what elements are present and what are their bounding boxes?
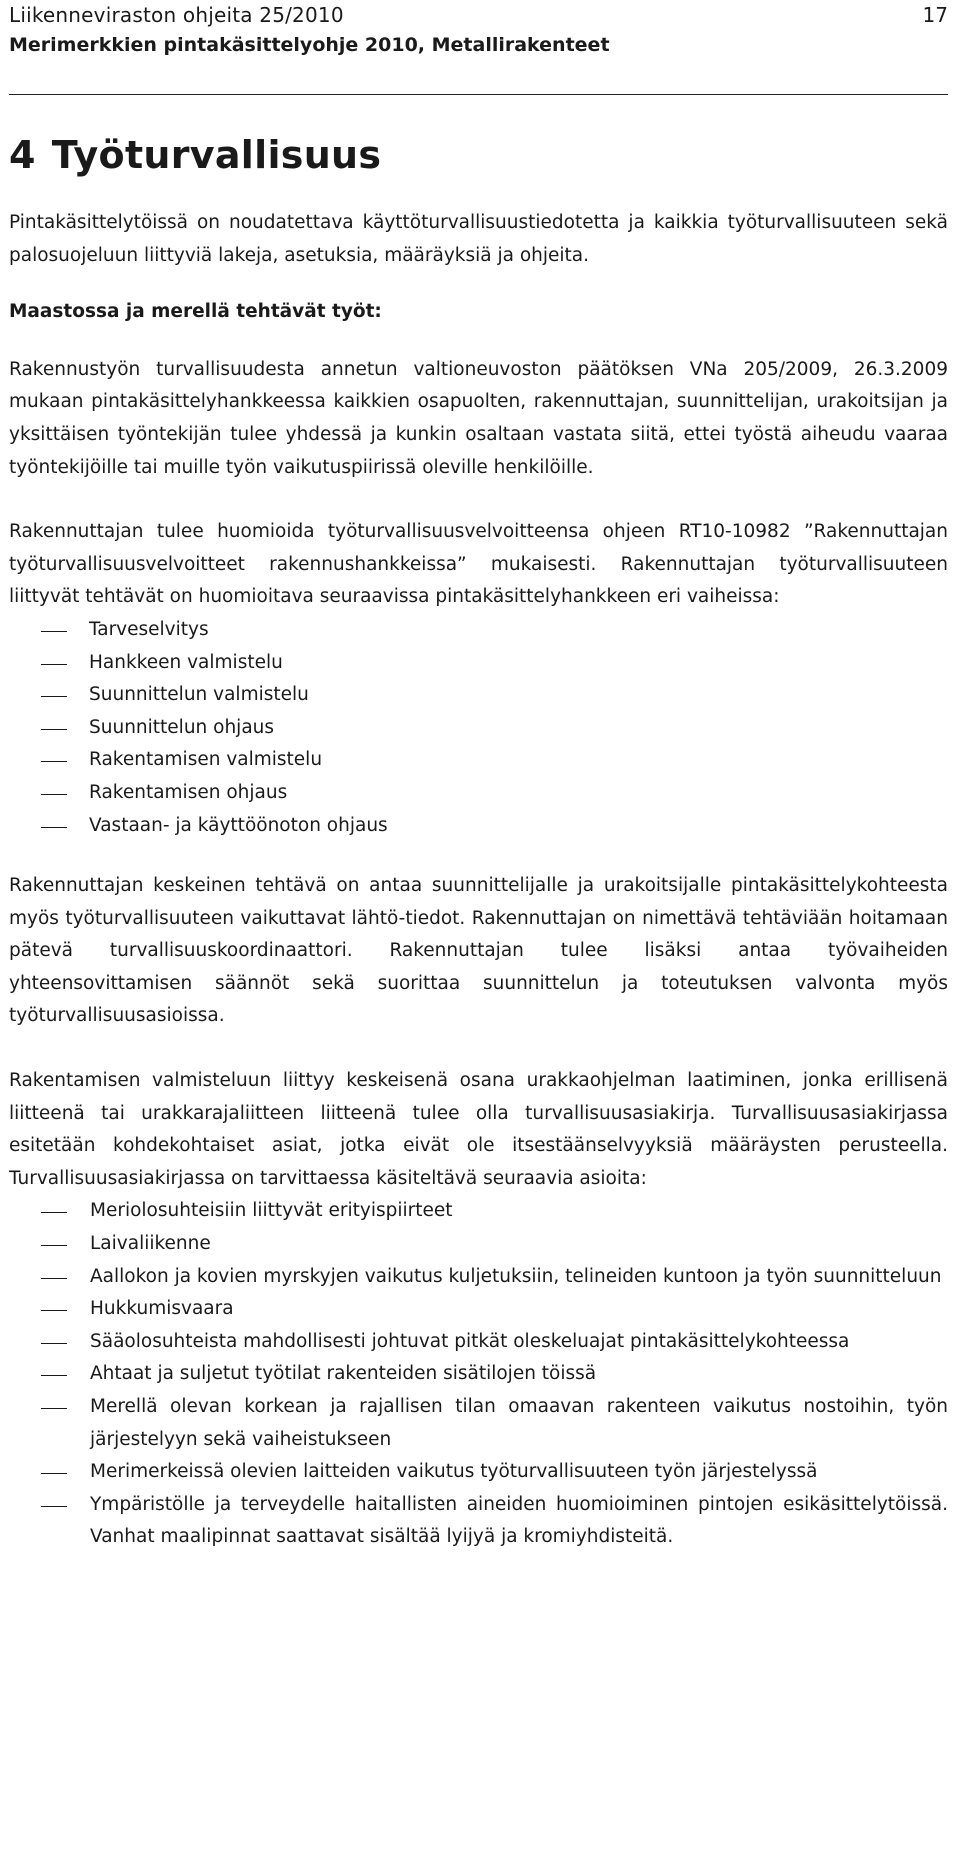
coordination-paragraph: Rakennuttajan keskeinen tehtävä on antaa suunnittelijalle ja urakoitsijalle pintakäsittelykohteesta myös työturvallisuuteen vaikuttavat lähtö-tiedot. Rakennuttajan on nimettävä tehtäviään hoitamaan pätevä turvallisuuskoordinaattori. Rakennuttajan tulee lisäksi antaa työvaiheiden yhteensovittamisen säännöt sekä suorittaa suunnittelun ja toteutuksen valvonta myös työturvallisuusasioissa. [9, 875, 948, 1027]
list-item: Hankkeen valmistelu [9, 647, 948, 680]
section-heading [9, 131, 948, 179]
safety-document-paragraph: Rakentamisen valmisteluun liittyy keskeisenä osana urakkaohjelman laatiminen, jonka erillisenä liitteenä tai urakkarajaliitteen liitteenä tulee olla turvallisuusasiakirja. Turvallisuusasiakirjassa esitetään kohdekohtaiset asiat, jotka eivät ole itsestäänselvyyksiä määräysten perusteella. Turvallisuusasiakirjassa on tarvittaessa käsiteltävä seuraavia asioita: [9, 1070, 948, 1189]
list-item: Ahtaat ja suljetut työtilat rakenteiden sisätilojen töissä [9, 1358, 948, 1391]
project-phase-list [9, 614, 948, 842]
dash-bullet-icon [41, 729, 67, 730]
list-item: Ympäristölle ja terveydelle haitallisten aineiden huomioiminen pintojen esikäsittelytöissä. Vanhat maalipinnat saattavat sisältää lyijyä ja kromiyhdisteitä. [9, 1489, 948, 1554]
dash-bullet-icon [41, 1506, 67, 1507]
list-item: Tarveselvitys [9, 614, 948, 647]
list-item: Hukkumisvaara [9, 1293, 948, 1326]
section-title: Työturvallisuus [51, 133, 382, 177]
page-number: 17 [922, 3, 948, 27]
regulation-paragraph: Rakennustyön turvallisuudesta annetun valtioneuvoston päätöksen VNa 205/2009, 26.3.2009 mukaan pintakäsittelyhankkeessa kaikkien osapuolten, rakennuttajan, suunnittelijan, urakoitsijan ja yksittäisen työntekijän tulee yhdessä ja kunkin osaltaan vastata siitä, ettei työstä aiheudu vaaraa työntekijöille tai muille työn vaikutuspiirissä oleville henkilöille. [9, 358, 948, 478]
publication-title: Liikenneviraston ohjeita 25/2010 [9, 3, 344, 27]
list-item: Vastaan- ja käyttöönoton ohjaus [9, 810, 948, 843]
dash-bullet-icon [41, 761, 67, 762]
list-item: Rakentamisen valmistelu [9, 744, 948, 777]
dash-bullet-icon [41, 1212, 67, 1213]
dash-bullet-icon [41, 1245, 67, 1246]
dash-bullet-icon [41, 631, 67, 632]
list-item: Suunnittelun valmistelu [9, 679, 948, 712]
client-duties-paragraph: Rakennuttajan tulee huomioida työturvallisuusvelvoitteensa ohjeen RT10-10982 ”Rakennuttajan työturvallisuusvelvoitteet rakennushankkeissa” mukaisesti. Rakennuttajan työturvallisuuteen liittyvät tehtävät on huomioitava seuraavissa pintakäsittelyhankkeen eri vaiheissa: [9, 521, 948, 608]
list-item: Suunnittelun ohjaus [9, 712, 948, 745]
dash-bullet-icon [41, 1375, 67, 1376]
dash-bullet-icon [41, 664, 67, 665]
list-item: Merellä olevan korkean ja rajallisen tilan omaavan rakenteen vaikutus nostoihin, työn järjestelyyn sekä vaiheistukseen [9, 1391, 948, 1456]
section-number: 4 [9, 133, 36, 177]
list-item: Merimerkeissä olevien laitteiden vaikutus työturvallisuuteen työn järjestelyssä [9, 1456, 948, 1489]
dash-bullet-icon [41, 1343, 67, 1344]
dash-bullet-icon [41, 1278, 67, 1279]
dash-bullet-icon [41, 827, 67, 828]
dash-bullet-icon [41, 696, 67, 697]
list-item: Meriolosuhteisiin liittyvät erityispiirteet [9, 1195, 948, 1228]
subheading: Maastossa ja merellä tehtävät työt: [9, 301, 382, 323]
intro-paragraph: Pintakäsittelytöissä on noudatettava käyttöturvallisuustiedotetta ja kaikkia työturvallisuuteen sekä palosuojeluun liittyviä lakeja, asetuksia, määräyksiä ja ohjeita. [9, 212, 948, 266]
dash-bullet-icon [41, 1408, 67, 1409]
dash-bullet-icon [41, 1310, 67, 1311]
safety-topics-list [9, 1195, 948, 1554]
list-item: Laivaliikenne [9, 1228, 948, 1261]
list-item: Aallokon ja kovien myrskyjen vaikutus kuljetuksiin, telineiden kuntoon ja työn suunnitteluun [9, 1261, 948, 1294]
page-header [9, 0, 948, 95]
list-item: Sääolosuhteista mahdollisesti johtuvat pitkät oleskeluajat pintakäsittelykohteessa [9, 1326, 948, 1359]
document-title: Merimerkkien pintakäsittelyohje 2010, Metallirakenteet [9, 34, 610, 56]
dash-bullet-icon [41, 794, 67, 795]
list-item: Rakentamisen ohjaus [9, 777, 948, 810]
dash-bullet-icon [41, 1473, 67, 1474]
